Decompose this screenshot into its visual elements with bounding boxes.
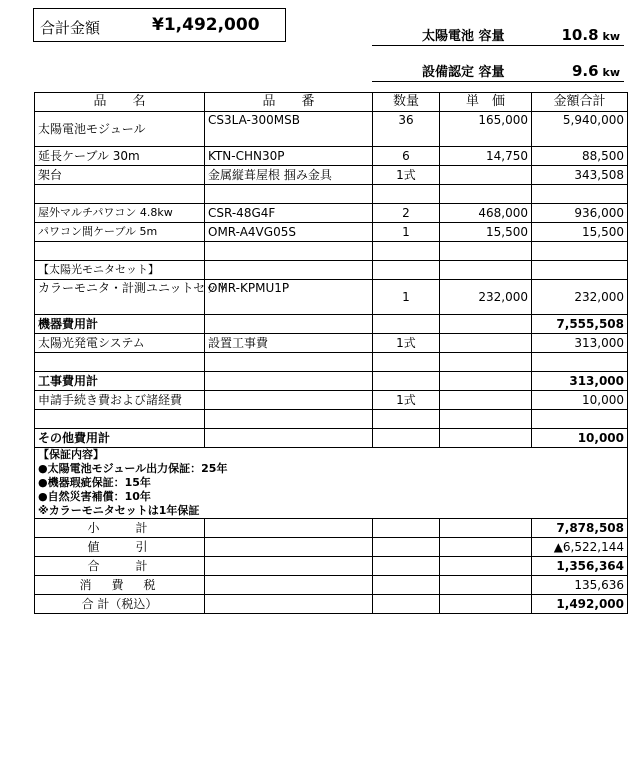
item-name: 架台 bbox=[35, 166, 205, 185]
other-total-value: 10,000 bbox=[532, 429, 628, 448]
item-price: 14,750 bbox=[440, 147, 532, 166]
panel-capacity-row bbox=[372, 26, 624, 46]
item-model: OMR-A4VG05S bbox=[205, 223, 373, 242]
subtotal-value: 7,878,508 bbox=[532, 519, 628, 538]
equipment-total-row bbox=[35, 315, 628, 334]
total-incl-tax-value: 1,492,000 bbox=[532, 595, 628, 614]
item-qty: 1式 bbox=[373, 334, 440, 353]
discount-label: 値 引 bbox=[35, 538, 205, 557]
item-model: 金属縦葺屋根 掴み金具 bbox=[205, 166, 373, 185]
quote-table bbox=[34, 92, 628, 614]
equipment-total-label: 機器費用計 bbox=[35, 315, 205, 334]
item-amount: 5,940,000 bbox=[532, 112, 628, 147]
discount-row bbox=[35, 538, 628, 557]
certified-capacity-value: 9.6 bbox=[571, 62, 599, 80]
item-name: 太陽電池モジュール bbox=[35, 112, 205, 147]
warranty-section bbox=[35, 448, 628, 519]
construction-total-value: 313,000 bbox=[532, 372, 628, 391]
table-row bbox=[35, 147, 628, 166]
table-row bbox=[35, 261, 628, 280]
other-total-row bbox=[35, 429, 628, 448]
item-model: CSR-48G4F bbox=[205, 204, 373, 223]
total-label: 合 計 bbox=[35, 557, 205, 576]
table-row bbox=[35, 280, 628, 315]
table-row bbox=[35, 112, 628, 147]
subtotal-label: 小 計 bbox=[35, 519, 205, 538]
certified-capacity-label: 設備認定 容量 bbox=[422, 65, 505, 80]
item-qty: 1 bbox=[373, 280, 440, 315]
table-row bbox=[35, 204, 628, 223]
total-incl-tax-row bbox=[35, 595, 628, 614]
certified-capacity-row bbox=[372, 62, 624, 82]
item-amount: 232,000 bbox=[532, 280, 628, 315]
item-qty: 6 bbox=[373, 147, 440, 166]
item-model: OMR-KPMU1P bbox=[205, 280, 373, 315]
total-row bbox=[35, 557, 628, 576]
warranty-line: ●機器瑕疵保証：15年 bbox=[38, 476, 151, 489]
warranty-line: ●自然災害補償：10年 bbox=[38, 490, 151, 503]
item-amount: 343,508 bbox=[532, 166, 628, 185]
grand-total-box bbox=[33, 8, 286, 42]
header-amount: 金額合計 bbox=[532, 93, 628, 112]
item-price: 165,000 bbox=[440, 112, 532, 147]
item-qty: 1式 bbox=[373, 391, 440, 410]
grand-total-label: 合計金額 bbox=[40, 19, 101, 37]
panel-capacity-label: 太陽電池 容量 bbox=[422, 29, 505, 44]
other-total-label: その他費用計 bbox=[35, 429, 205, 448]
item-name: 延長ケーブル 30m bbox=[35, 147, 205, 166]
item-qty: 1式 bbox=[373, 166, 440, 185]
tax-label: 消 費 税 bbox=[35, 576, 205, 595]
warranty-line: ●太陽電池モジュール出力保証：25年 bbox=[38, 462, 228, 475]
panel-capacity-value: 10.8 bbox=[561, 26, 599, 44]
empty-row bbox=[35, 242, 628, 261]
item-name: 屋外マルチパワコン 4.8kw bbox=[35, 204, 205, 223]
item-price: 15,500 bbox=[440, 223, 532, 242]
certified-capacity-unit: kw bbox=[602, 66, 620, 79]
panel-capacity-unit: kw bbox=[602, 30, 620, 43]
item-price: 232,000 bbox=[440, 280, 532, 315]
construction-total-row bbox=[35, 372, 628, 391]
item-amount: 10,000 bbox=[532, 391, 628, 410]
equipment-total-value: 7,555,508 bbox=[532, 315, 628, 334]
discount-value: ▲6,522,144 bbox=[532, 538, 628, 557]
table-row bbox=[35, 166, 628, 185]
item-model: KTN-CHN30P bbox=[205, 147, 373, 166]
item-qty: 36 bbox=[373, 112, 440, 147]
table-header-row bbox=[35, 93, 628, 112]
header-unit-price: 単 価 bbox=[440, 93, 532, 112]
construction-total-label: 工事費用計 bbox=[35, 372, 205, 391]
warranty-title: 【保証内容】 bbox=[38, 448, 104, 461]
tax-row bbox=[35, 576, 628, 595]
header-item-name: 品 名 bbox=[35, 93, 205, 112]
item-name: パワコン間ケーブル 5m bbox=[35, 223, 205, 242]
empty-row bbox=[35, 185, 628, 204]
item-name: カラーモニタ・計測ユニットセット bbox=[35, 280, 205, 315]
empty-row bbox=[35, 353, 628, 372]
item-amount: 313,000 bbox=[532, 334, 628, 353]
table-row bbox=[35, 334, 628, 353]
warranty-row bbox=[35, 448, 628, 519]
table-row bbox=[35, 223, 628, 242]
item-model: CS3LA-300MSB bbox=[205, 112, 373, 147]
section-heading: 【太陽光モニタセット】 bbox=[35, 261, 205, 280]
item-name: 太陽光発電システム bbox=[35, 334, 205, 353]
item-model: 設置工事費 bbox=[205, 334, 373, 353]
item-name: 申請手続き費および諸経費 bbox=[35, 391, 205, 410]
grand-total-value: ¥1,492,000 bbox=[152, 15, 260, 35]
table-row bbox=[35, 391, 628, 410]
tax-value: 135,636 bbox=[532, 576, 628, 595]
empty-row bbox=[35, 410, 628, 429]
total-incl-tax-label: 合 計（税込） bbox=[35, 595, 205, 614]
item-price bbox=[440, 166, 532, 185]
item-price: 468,000 bbox=[440, 204, 532, 223]
item-amount: 88,500 bbox=[532, 147, 628, 166]
item-amount: 936,000 bbox=[532, 204, 628, 223]
item-qty: 2 bbox=[373, 204, 440, 223]
subtotal-row bbox=[35, 519, 628, 538]
warranty-line: ※カラーモニタセットは1年保証 bbox=[38, 504, 200, 517]
header-model-number: 品 番 bbox=[205, 93, 373, 112]
item-qty: 1 bbox=[373, 223, 440, 242]
item-amount: 15,500 bbox=[532, 223, 628, 242]
header-quantity: 数量 bbox=[373, 93, 440, 112]
total-value: 1,356,364 bbox=[532, 557, 628, 576]
